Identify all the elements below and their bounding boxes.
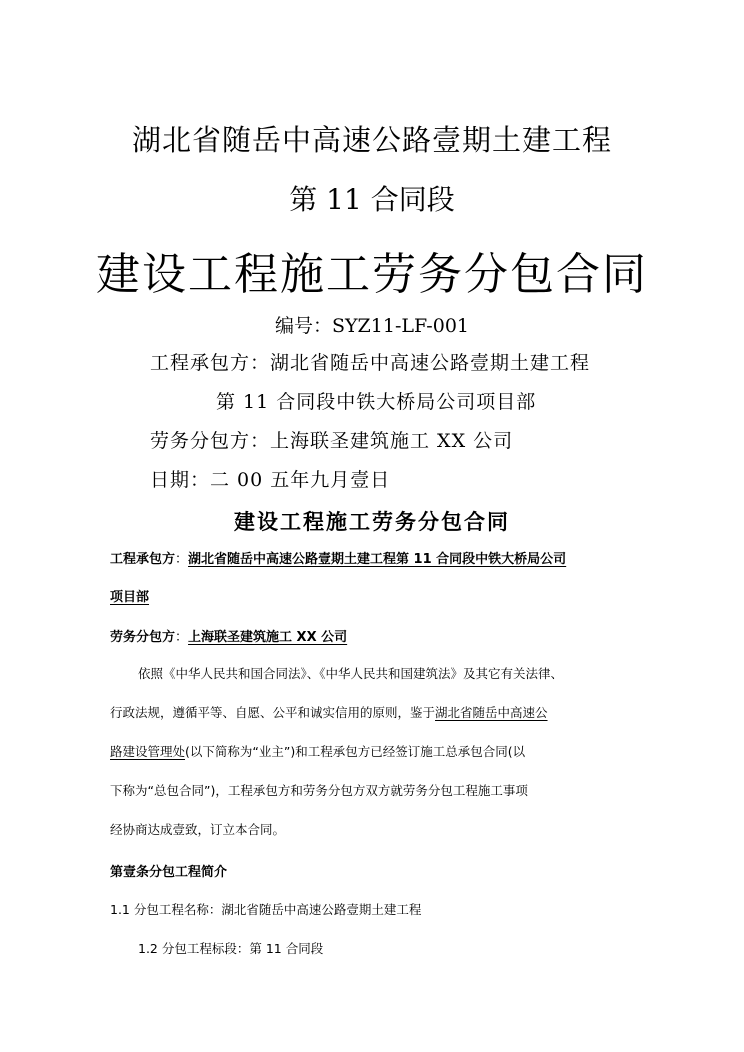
party-a-line-2: 项目部 (110, 590, 150, 605)
section-title: 第 11 合同段 (289, 183, 455, 216)
party-b-value: 上海联圣建筑施工 XX 公司 (188, 630, 348, 645)
party-a-line-1 (110, 548, 566, 567)
contractor-line-2: 第 11 合同段中铁大桥局公司项目部 (216, 391, 537, 413)
item-1-1: 1.1 分包工程名称：湖北省随岳中高速公路壹期土建工程 (110, 902, 422, 917)
subcontractor-line: 劳务分包方：上海联圣建筑施工 XX 公司 (150, 430, 514, 452)
item-1-2: 1.2 分包工程标段：第 11 合同段 (138, 941, 324, 956)
party-b-label: 劳务分包方 (110, 630, 176, 645)
paragraph-line-2-text: 行政法规，遵循平等、自愿、公平和诚实信用的原则，鉴于 (110, 705, 436, 720)
party-b-colon: ： (175, 630, 189, 645)
party-a-colon: ： (175, 552, 189, 567)
paragraph-line-1: 依照《中华人民共和国合同法》、《中华人民共和国建筑法》及其它有关法律、 (138, 666, 564, 681)
body-heading: 建设工程施工劳务分包合同 (234, 510, 510, 534)
paragraph-line-2 (110, 703, 548, 721)
party-a-value: 湖北省随岳中高速公路壹期土建工程第 11 合同段中铁大桥局公司 (188, 552, 567, 567)
contractor-line-1: 工程承包方：湖北省随岳中高速公路壹期土建工程 (150, 352, 591, 374)
paragraph-line-4: 下称为“总包合同”)，工程承包方和劳务分包方双方就劳务分包工程施工事项 (110, 783, 528, 798)
owner-name-part-2: 路建设管理处 (110, 744, 186, 759)
contract-number: 编号：SYZ11-LF-001 (275, 315, 469, 337)
paragraph-line-3-text: (以下简称为“业主”)和工程承包方已经签订施工总承包合同(以 (185, 744, 526, 759)
date-line: 日期：二 00 五年九月壹日 (150, 469, 391, 491)
paragraph-line-3 (110, 742, 525, 760)
owner-name-part-1: 湖北省随岳中高速公 (435, 705, 548, 720)
contract-title: 建设工程施工劳务分包合同 (96, 249, 648, 300)
party-a-label: 工程承包方 (110, 552, 176, 567)
project-title: 湖北省随岳中高速公路壹期土建工程 (131, 123, 612, 157)
paragraph-line-5: 经协商达成壹致，订立本合同。 (110, 822, 286, 837)
party-b-line (110, 626, 347, 645)
article-1-title: 第壹条分包工程简介 (110, 865, 228, 880)
